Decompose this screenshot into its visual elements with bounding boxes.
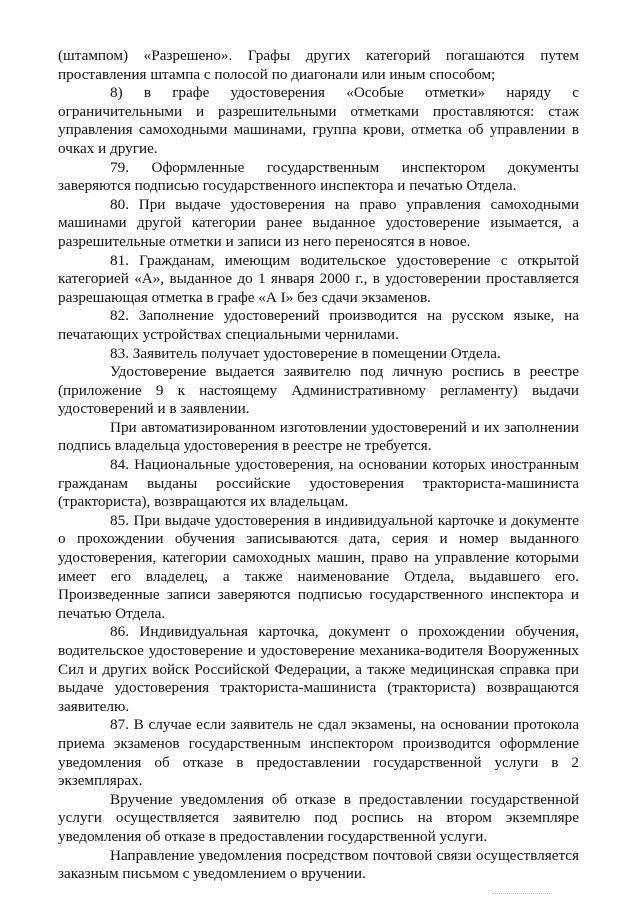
paragraph-87-mail: Направление уведомления посредством почтовой связи осуществляется заказным письмом с уведомлением о вручении.: [58, 846, 579, 883]
paragraph-87: 87. В случае если заявитель не сдал экзамены, на основании протокола приема экзаменов государственным инспектором производится оформление уведомления об отказе в предоставлении государственной услуги в 2 экземплярах.: [58, 716, 579, 790]
paragraph-item-8: 8) в графе удостоверения «Особые отметки» наряду с ограничительными и разрешительными отметками проставляются: стаж управления самоходными машинами, группа крови, отметка об управлении в очках и другие.: [58, 84, 579, 157]
paragraph-87-delivery: Вручение уведомления об отказе в предоставлении государственной услуги осуществляется заявителю под роспись на втором экземпляре уведомления об отказе в предоставлении государственной услуги.: [58, 790, 579, 845]
paragraph-83-issue: Удостоверение выдается заявителю под личную роспись в реестре (приложение 9 к настоящему Административному регламенту) выдачи удостоверений и в заявлении.: [58, 363, 579, 418]
paragraph-stamp-continuation: (штампом) «Разрешено». Графы других категорий погашаются путем проставления штампа с полосой по диагонали или иным способом;: [58, 47, 579, 83]
document-page: [58, 47, 579, 884]
paragraph-86: 86. Индивидуальная карточка, документ о прохождении обучения, водительское удостоверение и удостоверение механика-водителя Вооруженных Сил и других войск Российской Федерации, а также медицинская справка при выдаче удостоверения тракториста-машиниста (тракториста) возвращаются заявителю.: [58, 623, 579, 715]
paragraph-79: 79. Оформленные государственным инспектором документы заверяются подписью государственного инспектора и печатью Отдела.: [58, 158, 579, 195]
scan-edge-mark: [492, 893, 552, 900]
paragraph-81: 81. Гражданам, имеющим водительское удостоверение с открытой категорией «А», выданное до 1 января 2000 г., в удостоверении проставляется разрешающая отметка в графе «А I» без сдачи экзаменов.: [58, 251, 579, 306]
paragraph-82: 82. Заполнение удостоверений производится на русском языке, на печатающих устройствах специальными чернилами.: [58, 307, 579, 343]
paragraph-80: 80. При выдаче удостоверения на право управления самоходными машинами другой категории ранее выданное удостоверение изымается, а разрешительные отметки и записи из него переносятся в новое.: [58, 195, 579, 250]
paragraph-83-automated: При автоматизированном изготовлении удостоверений и их заполнении подпись владельца удостоверения в реестре не требуется.: [58, 418, 579, 455]
paragraph-83: 83. Заявитель получает удостоверение в помещении Отдела.: [110, 344, 501, 362]
paragraph-84: 84. Национальные удостоверения, на основании которых иностранным гражданам выданы российские удостоверения тракториста-машиниста (тракториста), возвращаются их владельцам.: [58, 456, 579, 511]
paragraph-85: 85. При выдаче удостоверения в индивидуальной карточке и документе о прохождении обучения записываются дата, серия и номер выданного удостоверения, категории самоходных машин, право на управление которыми имеет его владелец, а также наименование Отдела, выдавшего его. Произведенные записи заверяются подписью государственного инспектора и печатью Отдела.: [58, 511, 579, 622]
